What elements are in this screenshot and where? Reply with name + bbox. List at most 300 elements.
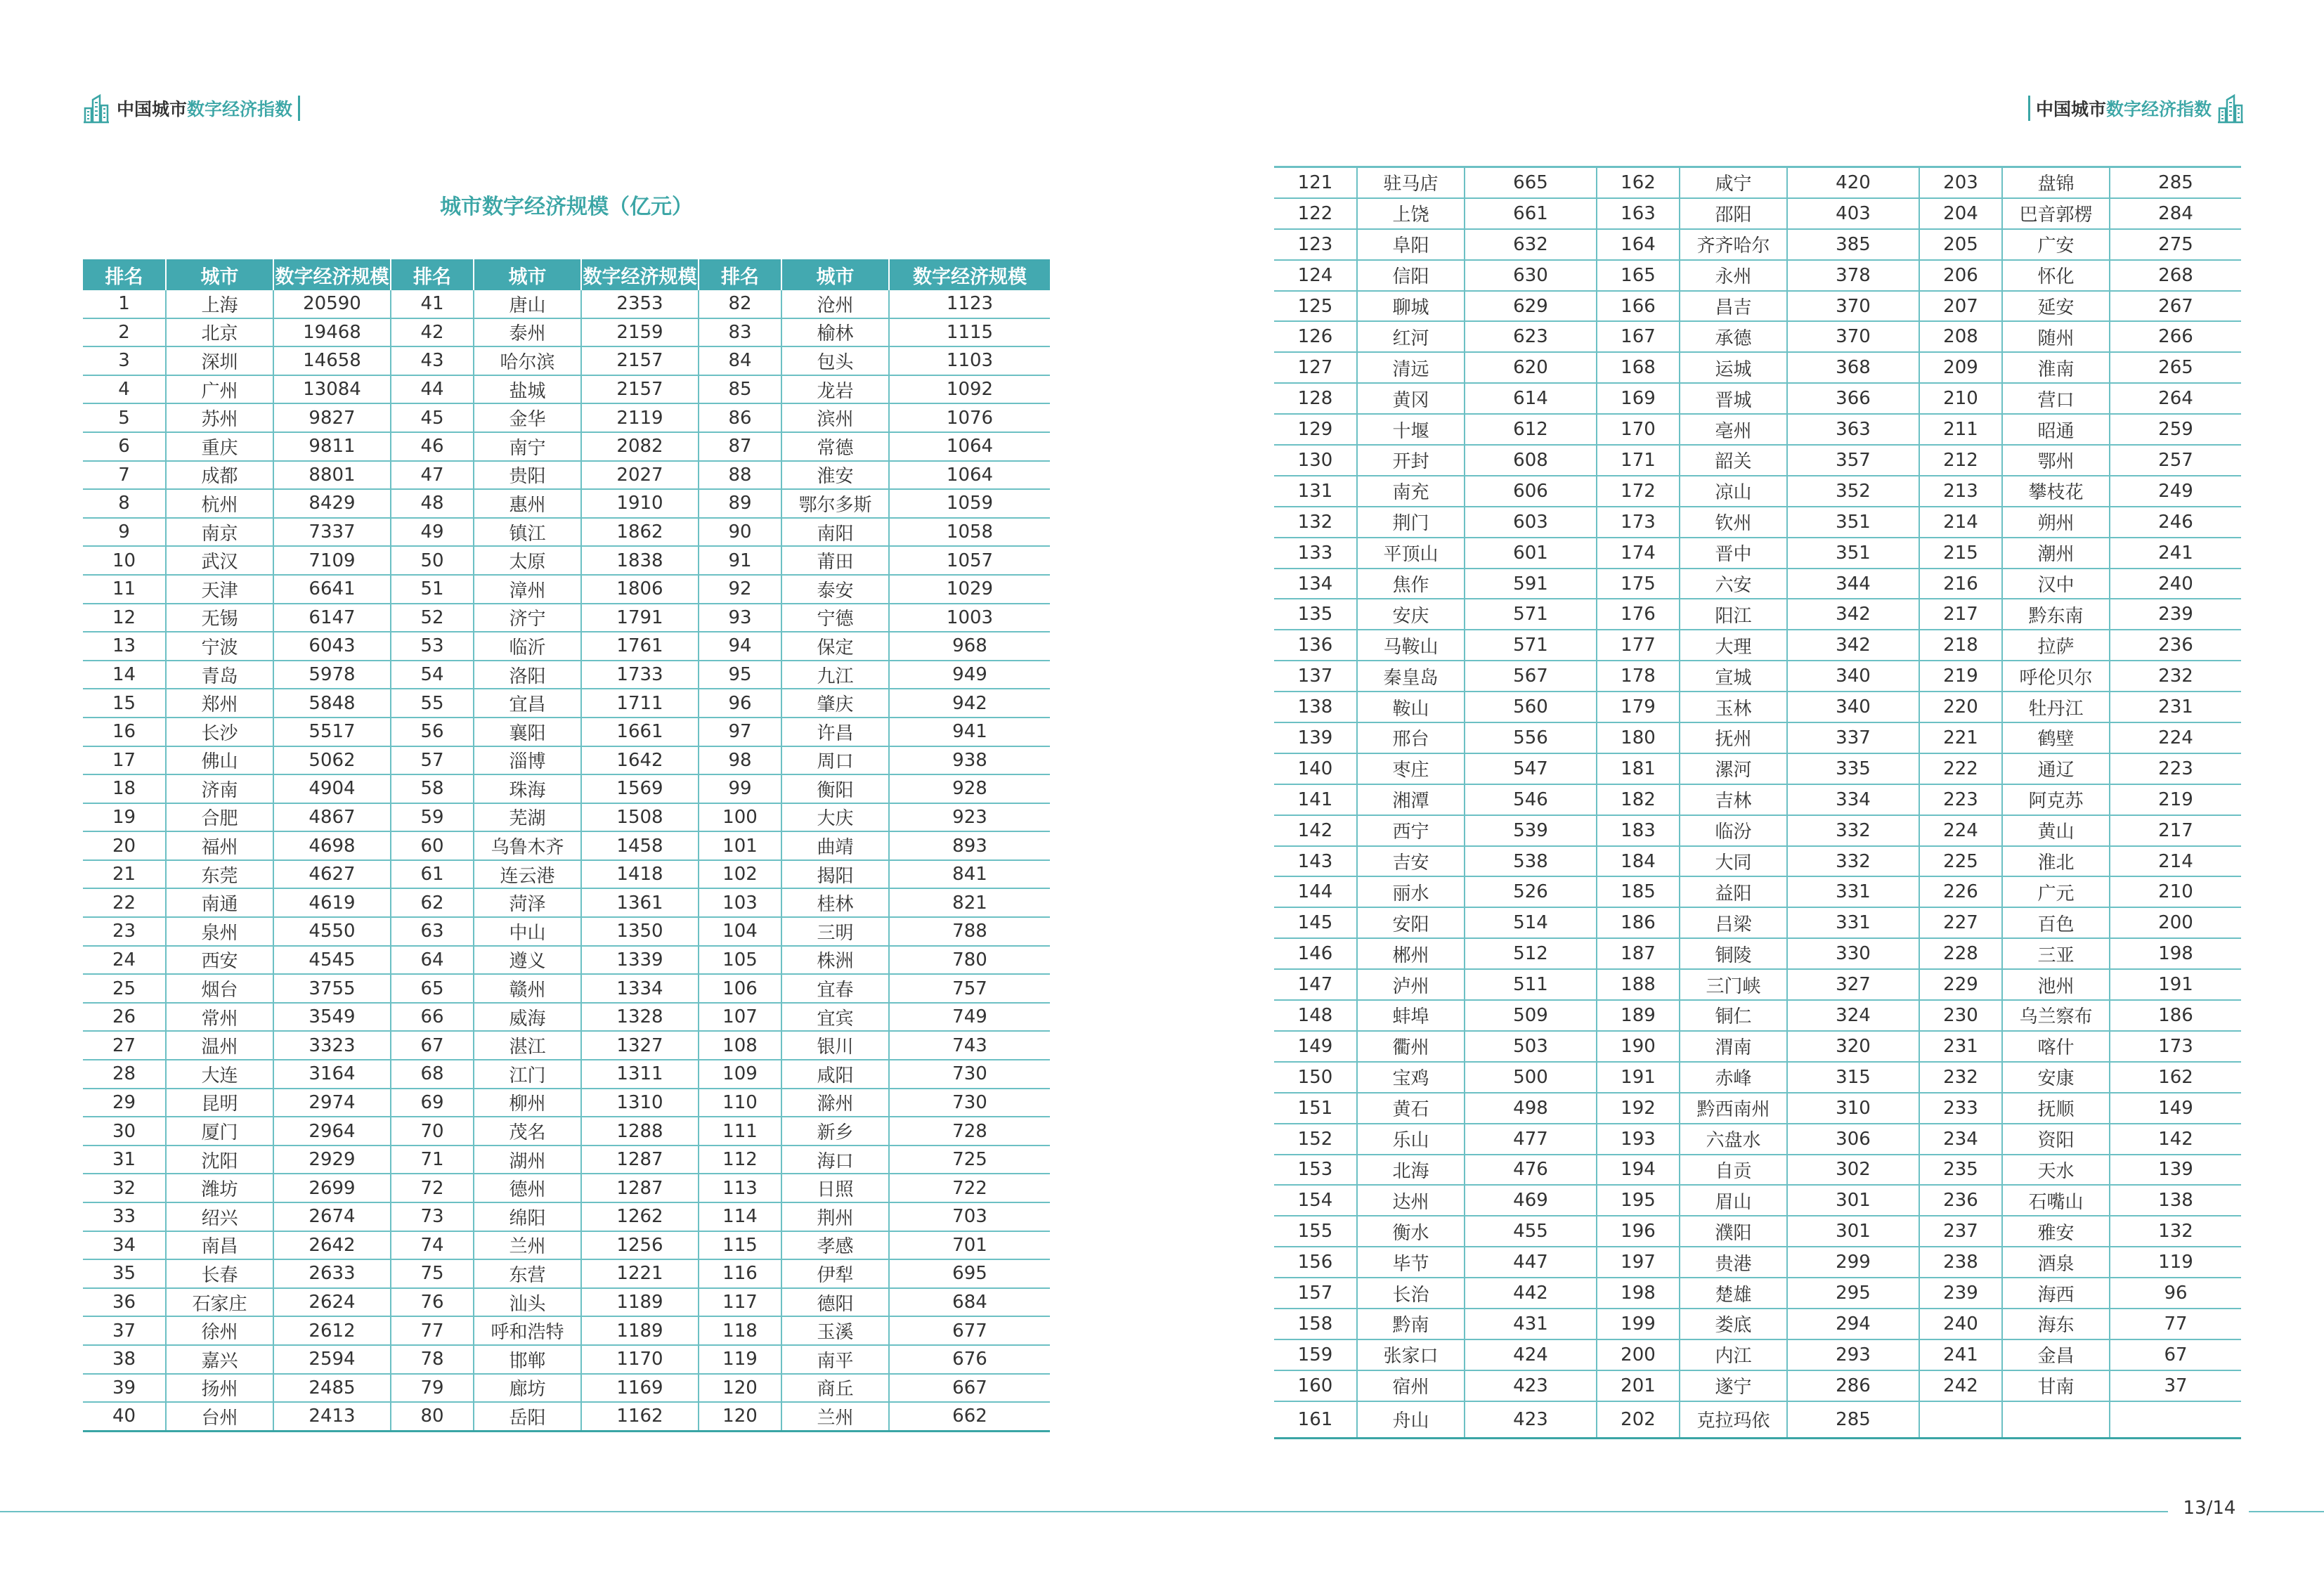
city-cell: 德州 — [474, 1174, 581, 1202]
city-cell: 上海 — [166, 290, 273, 318]
rank-cell: 236 — [1919, 1185, 2002, 1216]
rank-cell: 139 — [1274, 722, 1357, 753]
table-row — [1274, 538, 2241, 569]
rank-cell: 6 — [83, 432, 166, 461]
scale-cell: 340 — [1787, 692, 1919, 722]
city-cell: 厦门 — [166, 1117, 273, 1146]
city-cell: 西安 — [166, 946, 273, 975]
city-cell: 曲靖 — [781, 831, 889, 860]
table-row — [1274, 630, 2241, 661]
table-row — [1274, 260, 2241, 291]
scale-cell: 77 — [2110, 1309, 2241, 1339]
city-cell: 六盘水 — [1680, 1124, 1787, 1155]
table-row — [83, 1288, 1050, 1317]
scale-cell: 363 — [1787, 414, 1919, 445]
header-title-dark: 中国城市 — [2036, 99, 2107, 119]
city-cell: 柳州 — [474, 1089, 581, 1117]
scale-cell: 1256 — [581, 1231, 699, 1260]
scale-cell: 2974 — [273, 1089, 391, 1117]
city-cell: 哈尔滨 — [474, 346, 581, 375]
city-cell: 烟台 — [166, 974, 273, 1003]
table-row — [83, 604, 1050, 632]
scale-cell: 4550 — [273, 917, 391, 946]
scale-cell: 9811 — [273, 432, 391, 461]
rank-cell: 144 — [1274, 876, 1357, 907]
city-cell: 晋城 — [1680, 383, 1787, 414]
city-cell: 福州 — [166, 831, 273, 860]
city-cell: 宜春 — [781, 974, 889, 1003]
city-cell: 南京 — [166, 518, 273, 547]
rank-cell: 68 — [391, 1060, 474, 1089]
scale-cell: 8429 — [273, 489, 391, 518]
rank-cell: 133 — [1274, 538, 1357, 569]
city-cell: 滁州 — [781, 1089, 889, 1117]
scale-cell: 285 — [2110, 167, 2241, 198]
city-cell: 海西 — [2002, 1278, 2110, 1309]
rank-cell: 15 — [83, 689, 166, 718]
rank-cell: 119 — [699, 1345, 781, 1374]
rank-cell: 101 — [699, 831, 781, 860]
table-row — [83, 831, 1050, 860]
scale-cell: 632 — [1465, 229, 1597, 260]
rank-cell: 203 — [1919, 167, 2002, 198]
city-cell: 阳江 — [1680, 599, 1787, 630]
scale-cell: 1838 — [581, 546, 699, 575]
scale-cell: 938 — [889, 746, 1050, 775]
scale-cell: 232 — [2110, 661, 2241, 692]
scale-cell: 423 — [1465, 1370, 1597, 1401]
city-cell: 日照 — [781, 1174, 889, 1202]
city-cell: 郴州 — [1357, 938, 1465, 969]
city-cell: 凉山 — [1680, 476, 1787, 507]
scale-cell: 500 — [1465, 1062, 1597, 1093]
city-cell: 中山 — [474, 917, 581, 946]
rank-cell: 79 — [391, 1374, 474, 1403]
header-separator — [298, 96, 300, 121]
scale-cell: 19468 — [273, 318, 391, 347]
city-cell: 酒泉 — [2002, 1247, 2110, 1278]
scale-cell: 1761 — [581, 632, 699, 661]
rank-cell: 91 — [699, 546, 781, 575]
scale-cell: 191 — [2110, 969, 2241, 1000]
table-row — [83, 375, 1050, 404]
rank-cell: 30 — [83, 1117, 166, 1146]
city-cell: 舟山 — [1357, 1401, 1465, 1439]
scale-cell: 4627 — [273, 860, 391, 889]
scale-cell: 620 — [1465, 352, 1597, 383]
scale-cell: 320 — [1787, 1031, 1919, 1062]
scale-cell: 138 — [2110, 1185, 2241, 1216]
table-row — [83, 518, 1050, 547]
scale-cell: 275 — [2110, 229, 2241, 260]
city-cell: 乌兰察布 — [2002, 1000, 2110, 1031]
scale-cell: 4867 — [273, 803, 391, 832]
city-cell: 广安 — [2002, 229, 2110, 260]
table-row — [1274, 1247, 2241, 1278]
scale-cell: 1076 — [889, 403, 1050, 432]
city-cell: 抚州 — [1680, 722, 1787, 753]
rank-cell: 44 — [391, 375, 474, 404]
table-row — [1274, 383, 2241, 414]
city-cell: 广州 — [166, 375, 273, 404]
city-cell: 成都 — [166, 461, 273, 490]
column-header-scale: 数字经济规模 — [581, 259, 699, 290]
scale-cell: 556 — [1465, 722, 1597, 753]
table-row — [1274, 198, 2241, 229]
city-cell: 鹤壁 — [2002, 722, 2110, 753]
scale-cell: 676 — [889, 1345, 1050, 1374]
city-cell: 东莞 — [166, 860, 273, 889]
city-cell: 邯郸 — [474, 1345, 581, 1374]
city-cell: 长治 — [1357, 1278, 1465, 1309]
city-cell: 西宁 — [1357, 815, 1465, 846]
rank-cell: 125 — [1274, 291, 1357, 322]
city-cell: 牡丹江 — [2002, 692, 2110, 722]
scale-cell: 661 — [1465, 198, 1597, 229]
scale-cell: 342 — [1787, 630, 1919, 661]
rank-cell: 7 — [83, 461, 166, 490]
city-cell: 延安 — [2002, 291, 2110, 322]
city-cell: 德阳 — [781, 1288, 889, 1317]
city-cell: 杭州 — [166, 489, 273, 518]
scale-cell: 368 — [1787, 352, 1919, 383]
city-cell: 包头 — [781, 346, 889, 375]
rank-cell: 41 — [391, 290, 474, 318]
scale-cell: 571 — [1465, 630, 1597, 661]
rank-cell: 211 — [1919, 414, 2002, 445]
city-cell: 丽水 — [1357, 876, 1465, 907]
scale-cell: 344 — [1787, 569, 1919, 599]
scale-cell: 1310 — [581, 1089, 699, 1117]
city-cell: 湖州 — [474, 1146, 581, 1174]
scale-cell: 264 — [2110, 383, 2241, 414]
rank-cell: 225 — [1919, 846, 2002, 877]
city-cell: 赣州 — [474, 974, 581, 1003]
table-row — [83, 346, 1050, 375]
rank-cell: 47 — [391, 461, 474, 490]
city-cell: 大理 — [1680, 630, 1787, 661]
rank-cell: 65 — [391, 974, 474, 1003]
rank-cell: 190 — [1597, 1031, 1680, 1062]
rank-cell: 189 — [1597, 1000, 1680, 1031]
scale-cell: 327 — [1787, 969, 1919, 1000]
rank-cell: 97 — [699, 718, 781, 746]
scale-cell: 749 — [889, 1003, 1050, 1032]
city-cell: 乌鲁木齐 — [474, 831, 581, 860]
city-cell: 龙岩 — [781, 375, 889, 404]
rank-cell: 176 — [1597, 599, 1680, 630]
rank-cell: 120 — [699, 1402, 781, 1431]
table-row — [83, 318, 1050, 347]
city-cell: 海口 — [781, 1146, 889, 1174]
scale-cell: 608 — [1465, 445, 1597, 476]
scale-cell: 186 — [2110, 1000, 2241, 1031]
scale-cell: 310 — [1787, 1093, 1919, 1124]
scale-cell: 239 — [2110, 599, 2241, 630]
rank-cell: 184 — [1597, 846, 1680, 877]
rank-cell: 188 — [1597, 969, 1680, 1000]
scale-cell: 606 — [1465, 476, 1597, 507]
rank-cell: 46 — [391, 432, 474, 461]
city-cell: 乐山 — [1357, 1124, 1465, 1155]
rank-cell: 84 — [699, 346, 781, 375]
scale-cell: 352 — [1787, 476, 1919, 507]
scale-cell: 514 — [1465, 907, 1597, 938]
city-cell: 咸阳 — [781, 1060, 889, 1089]
scale-cell: 623 — [1465, 321, 1597, 352]
table-row — [83, 1345, 1050, 1374]
city-cell: 通辽 — [2002, 753, 2110, 784]
city-cell: 资阳 — [2002, 1124, 2110, 1155]
rank-cell: 100 — [699, 803, 781, 832]
rank-cell: 146 — [1274, 938, 1357, 969]
city-cell: 汉中 — [2002, 569, 2110, 599]
scale-cell: 200 — [2110, 907, 2241, 938]
scale-cell: 249 — [2110, 476, 2241, 507]
scale-cell: 1058 — [889, 518, 1050, 547]
rank-cell: 153 — [1274, 1155, 1357, 1186]
scale-cell: 301 — [1787, 1216, 1919, 1247]
scale-cell: 665 — [1465, 167, 1597, 198]
scale-cell: 1327 — [581, 1031, 699, 1060]
scale-cell: 403 — [1787, 198, 1919, 229]
scale-cell: 2027 — [581, 461, 699, 490]
scale-cell: 3549 — [273, 1003, 391, 1032]
city-cell: 淮南 — [2002, 352, 2110, 383]
rank-cell: 174 — [1597, 538, 1680, 569]
scale-cell: 511 — [1465, 969, 1597, 1000]
rank-cell: 195 — [1597, 1185, 1680, 1216]
city-cell: 攀枝花 — [2002, 476, 2110, 507]
scale-cell — [2110, 1401, 2241, 1439]
rank-cell: 31 — [83, 1146, 166, 1174]
rank-cell: 86 — [699, 403, 781, 432]
city-cell: 宿州 — [1357, 1370, 1465, 1401]
scale-cell: 821 — [889, 888, 1050, 917]
scale-cell: 223 — [2110, 753, 2241, 784]
scale-cell: 498 — [1465, 1093, 1597, 1124]
scale-cell: 330 — [1787, 938, 1919, 969]
header-title-teal: 数字经济指数 — [2106, 99, 2212, 119]
scale-cell: 1661 — [581, 718, 699, 746]
scale-cell: 1162 — [581, 1402, 699, 1431]
city-cell: 聊城 — [1357, 291, 1465, 322]
scale-cell: 788 — [889, 917, 1050, 946]
scale-cell: 259 — [2110, 414, 2241, 445]
city-cell: 怀化 — [2002, 260, 2110, 291]
table-row — [83, 1231, 1050, 1260]
table-row — [83, 888, 1050, 917]
city-cell: 郑州 — [166, 689, 273, 718]
city-cell: 安阳 — [1357, 907, 1465, 938]
city-cell: 益阳 — [1680, 876, 1787, 907]
scale-cell: 267 — [2110, 291, 2241, 322]
scale-cell: 1311 — [581, 1060, 699, 1089]
scale-cell: 1328 — [581, 1003, 699, 1032]
rank-cell: 3 — [83, 346, 166, 375]
city-cell — [2002, 1401, 2110, 1439]
scale-cell: 423 — [1465, 1401, 1597, 1439]
city-cell: 保定 — [781, 632, 889, 661]
rank-cell: 220 — [1919, 692, 2002, 722]
table-row — [1274, 1124, 2241, 1155]
scale-cell: 342 — [1787, 599, 1919, 630]
city-cell: 伊犁 — [781, 1259, 889, 1288]
city-cell: 荆门 — [1357, 507, 1465, 538]
scale-cell: 332 — [1787, 846, 1919, 877]
city-cell: 玉林 — [1680, 692, 1787, 722]
city-cell: 信阳 — [1357, 260, 1465, 291]
city-cell: 襄阳 — [474, 718, 581, 746]
scale-cell: 968 — [889, 632, 1050, 661]
city-cell: 孝感 — [781, 1231, 889, 1260]
scale-cell: 4904 — [273, 774, 391, 803]
table-row — [83, 1374, 1050, 1403]
rank-cell: 219 — [1919, 661, 2002, 692]
rank-cell: 120 — [699, 1374, 781, 1403]
scale-cell: 941 — [889, 718, 1050, 746]
rank-cell: 197 — [1597, 1247, 1680, 1278]
table-row — [1274, 507, 2241, 538]
table-row — [1274, 569, 2241, 599]
scale-cell: 162 — [2110, 1062, 2241, 1093]
rank-cell: 35 — [83, 1259, 166, 1288]
table-row — [1274, 1278, 2241, 1309]
scale-cell: 728 — [889, 1117, 1050, 1146]
table-row — [83, 1117, 1050, 1146]
rank-cell: 231 — [1919, 1031, 2002, 1062]
rank-cell: 131 — [1274, 476, 1357, 507]
scale-cell: 4698 — [273, 831, 391, 860]
scale-cell: 1339 — [581, 946, 699, 975]
city-cell: 邢台 — [1357, 722, 1465, 753]
scale-cell: 7109 — [273, 546, 391, 575]
rank-cell: 182 — [1597, 784, 1680, 815]
rank-cell: 150 — [1274, 1062, 1357, 1093]
city-cell: 安康 — [2002, 1062, 2110, 1093]
header-title-teal: 数字经济指数 — [187, 99, 293, 119]
scale-cell: 928 — [889, 774, 1050, 803]
city-cell: 宝鸡 — [1357, 1062, 1465, 1093]
scale-cell: 614 — [1465, 383, 1597, 414]
city-cell: 昭通 — [2002, 414, 2110, 445]
rank-cell: 127 — [1274, 352, 1357, 383]
rank-cell: 49 — [391, 518, 474, 547]
scale-cell: 96 — [2110, 1278, 2241, 1309]
city-cell: 南宁 — [474, 432, 581, 461]
city-cell: 莆田 — [781, 546, 889, 575]
rank-cell: 143 — [1274, 846, 1357, 877]
table-row — [83, 1146, 1050, 1174]
city-cell: 拉萨 — [2002, 630, 2110, 661]
rank-cell: 36 — [83, 1288, 166, 1317]
city-cell: 遂宁 — [1680, 1370, 1787, 1401]
city-cell: 衢州 — [1357, 1031, 1465, 1062]
city-cell: 宜宾 — [781, 1003, 889, 1032]
city-cell: 大庆 — [781, 803, 889, 832]
city-cell: 达州 — [1357, 1185, 1465, 1216]
city-cell: 漳州 — [474, 575, 581, 604]
city-cell: 天水 — [2002, 1155, 2110, 1186]
rank-cell: 194 — [1597, 1155, 1680, 1186]
table-row — [83, 432, 1050, 461]
city-cell: 济南 — [166, 774, 273, 803]
rank-cell: 63 — [391, 917, 474, 946]
city-cell: 黄冈 — [1357, 383, 1465, 414]
rank-cell: 10 — [83, 546, 166, 575]
rank-cell: 43 — [391, 346, 474, 375]
rank-cell: 113 — [699, 1174, 781, 1202]
city-cell: 泰州 — [474, 318, 581, 347]
city-cell: 楚雄 — [1680, 1278, 1787, 1309]
city-cell: 湛江 — [474, 1031, 581, 1060]
table-row — [1274, 1000, 2241, 1031]
rank-cell: 205 — [1919, 229, 2002, 260]
rank-cell: 82 — [699, 290, 781, 318]
city-cell: 南平 — [781, 1345, 889, 1374]
city-cell: 鞍山 — [1357, 692, 1465, 722]
city-cell: 贵港 — [1680, 1247, 1787, 1278]
city-cell: 武汉 — [166, 546, 273, 575]
scale-cell: 4619 — [273, 888, 391, 917]
city-cell: 平顶山 — [1357, 538, 1465, 569]
city-cell: 大连 — [166, 1060, 273, 1089]
rank-cell: 2 — [83, 318, 166, 347]
rank-cell: 207 — [1919, 291, 2002, 322]
scale-cell: 1169 — [581, 1374, 699, 1403]
rank-cell: 20 — [83, 831, 166, 860]
city-cell: 马鞍山 — [1357, 630, 1465, 661]
city-cell: 枣庄 — [1357, 753, 1465, 784]
scale-cell: 469 — [1465, 1185, 1597, 1216]
rank-cell: 196 — [1597, 1216, 1680, 1247]
rank-cell: 95 — [699, 661, 781, 689]
scale-cell: 1189 — [581, 1288, 699, 1317]
footer-rule — [0, 1511, 2168, 1512]
scale-cell: 677 — [889, 1316, 1050, 1345]
city-cell: 湘潭 — [1357, 784, 1465, 815]
scale-cell: 1910 — [581, 489, 699, 518]
city-cell: 肇庆 — [781, 689, 889, 718]
city-cell: 潮州 — [2002, 538, 2110, 569]
city-cell: 东营 — [474, 1259, 581, 1288]
city-cell: 佛山 — [166, 746, 273, 775]
city-buildings-icon — [2217, 93, 2244, 124]
rank-cell: 24 — [83, 946, 166, 975]
rank-cell: 78 — [391, 1345, 474, 1374]
rank-cell: 123 — [1274, 229, 1357, 260]
rank-cell: 128 — [1274, 383, 1357, 414]
scale-cell: 1642 — [581, 746, 699, 775]
ranking-table-right — [1274, 166, 2241, 1439]
city-cell: 深圳 — [166, 346, 273, 375]
table-row — [83, 461, 1050, 490]
city-cell: 嘉兴 — [166, 1345, 273, 1374]
city-cell: 菏泽 — [474, 888, 581, 917]
city-cell: 北海 — [1357, 1155, 1465, 1186]
scale-cell: 3323 — [273, 1031, 391, 1060]
scale-cell: 757 — [889, 974, 1050, 1003]
scale-cell: 1334 — [581, 974, 699, 1003]
scale-cell: 1287 — [581, 1174, 699, 1202]
rank-cell: 151 — [1274, 1093, 1357, 1124]
rank-cell: 87 — [699, 432, 781, 461]
rank-cell: 122 — [1274, 198, 1357, 229]
city-cell: 九江 — [781, 661, 889, 689]
scale-cell: 1350 — [581, 917, 699, 946]
city-cell: 眉山 — [1680, 1185, 1787, 1216]
rank-cell: 178 — [1597, 661, 1680, 692]
